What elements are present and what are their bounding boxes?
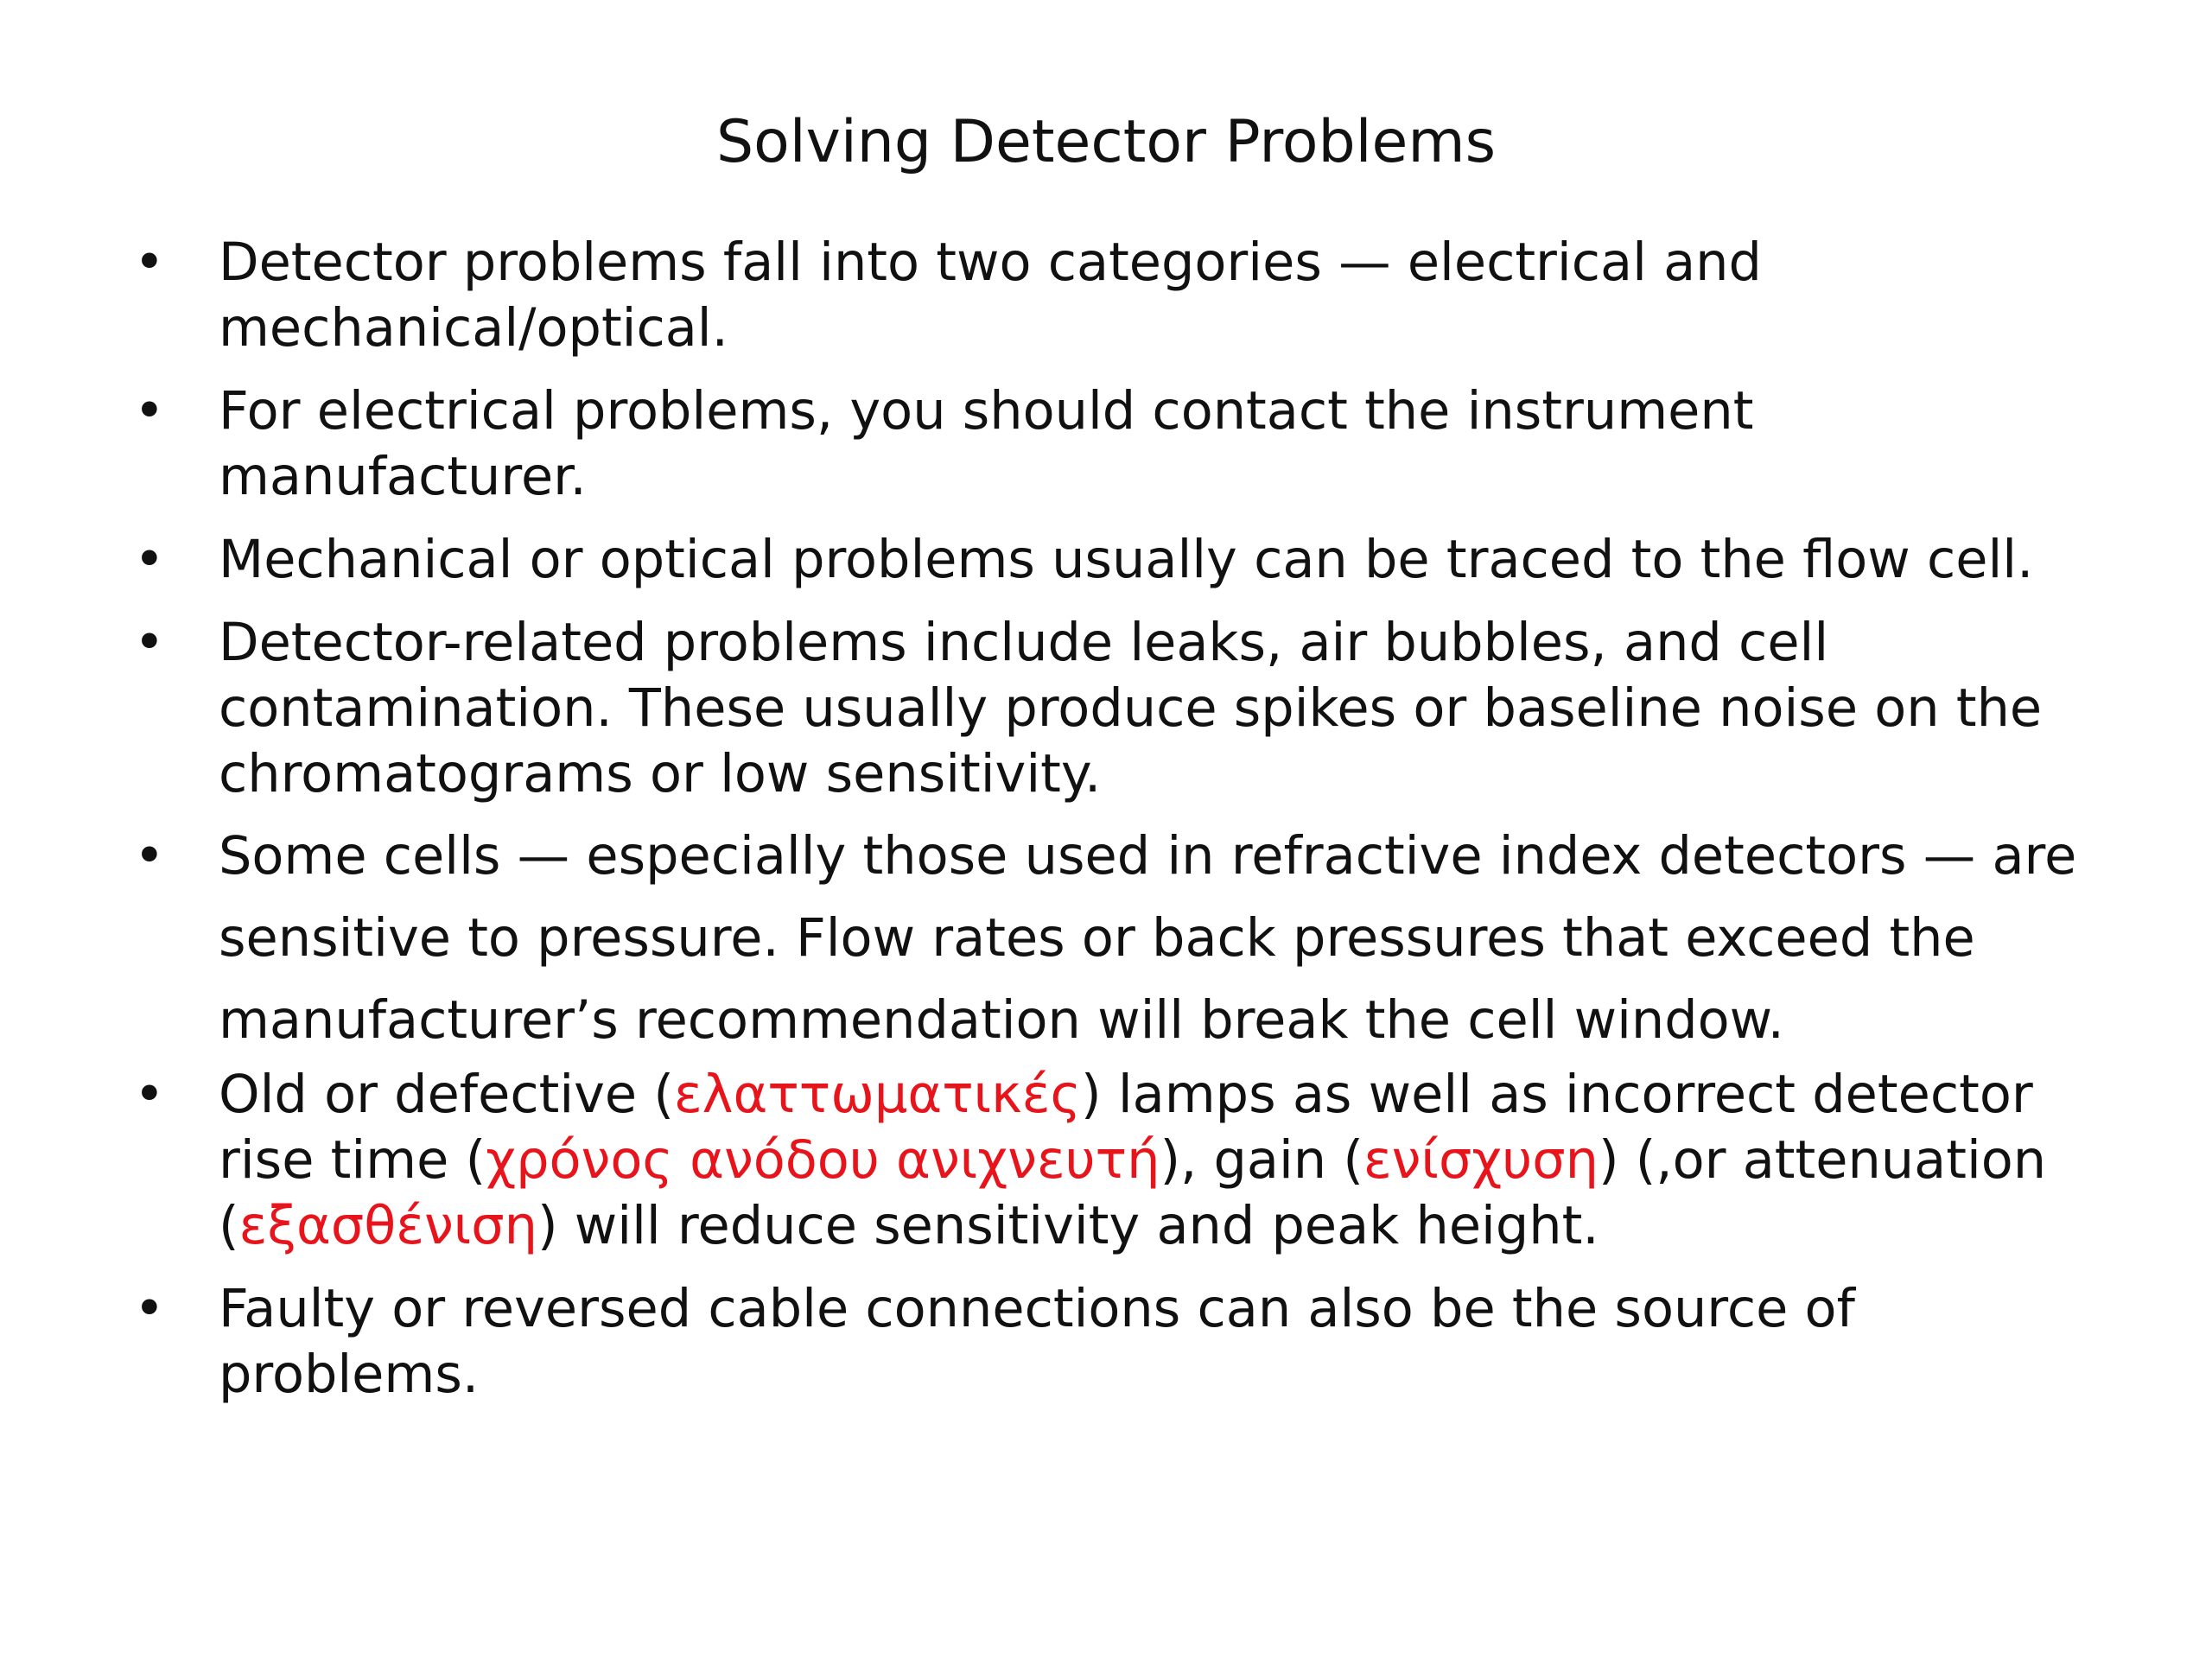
bullet-item: [128, 610, 2115, 807]
bullet-icon: •: [134, 826, 165, 887]
slide-title: Solving Detector Problems: [715, 108, 1497, 176]
bullet-icon: •: [134, 381, 165, 442]
bullet-item: [128, 527, 2115, 593]
bullet-text: [219, 1065, 2046, 1256]
text-segment: ), gain (: [1160, 1130, 1363, 1191]
bullet-icon: •: [134, 1065, 165, 1125]
greek-translation: ελαττωματικές: [673, 1065, 1082, 1125]
bullet-text: Mechanical or optical problems usually can be traced to the flow cell.: [219, 530, 2034, 590]
bullet-item: [128, 1062, 2115, 1259]
bullet-item: [128, 1276, 2115, 1408]
bullet-icon: •: [134, 530, 165, 590]
bullet-text: Detector problems fall into two categories — electrical and mechanical/optical.: [219, 232, 1762, 359]
bullet-icon: •: [134, 232, 165, 293]
bullet-list: [128, 230, 2115, 1425]
greek-translation: χρόνος ανόδου ανιχνευτή: [486, 1130, 1160, 1191]
greek-translation: ενίσχυση: [1363, 1130, 1599, 1191]
text-segment: ) will reduce sensitivity and peak height.: [537, 1196, 1599, 1256]
text-segment: ) (,or attenuation (: [219, 1130, 2047, 1256]
bullet-item: [128, 378, 2115, 510]
text-segment: ) lamps as well as incorrect detector rise time (: [219, 1065, 2033, 1191]
text-segment: Old or defective (: [219, 1065, 674, 1125]
bullet-icon: •: [134, 1279, 165, 1339]
bullet-text: Faulty or reversed cable connections can also be the source of problems.: [219, 1279, 1855, 1405]
bullet-item: [128, 230, 2115, 361]
bullet-item: [128, 816, 2115, 1062]
bullet-icon: •: [134, 613, 165, 673]
greek-translation: εξασθένιση: [238, 1196, 537, 1256]
bullet-text: For electrical problems, you should contact the instrument manufacturer.: [219, 381, 1754, 507]
bullet-text: Some cells — especially those used in refractive index detectors — are sensitive to pressure. Flow rates or back pressures that exceed the manufacturer’s recommendation will break the cell window.: [219, 826, 2077, 1051]
bullet-text: Detector-related problems include leaks, air bubbles, and cell contamination. These usually produce spikes or baseline noise on the chromatograms or low sensitivity.: [219, 613, 2043, 804]
